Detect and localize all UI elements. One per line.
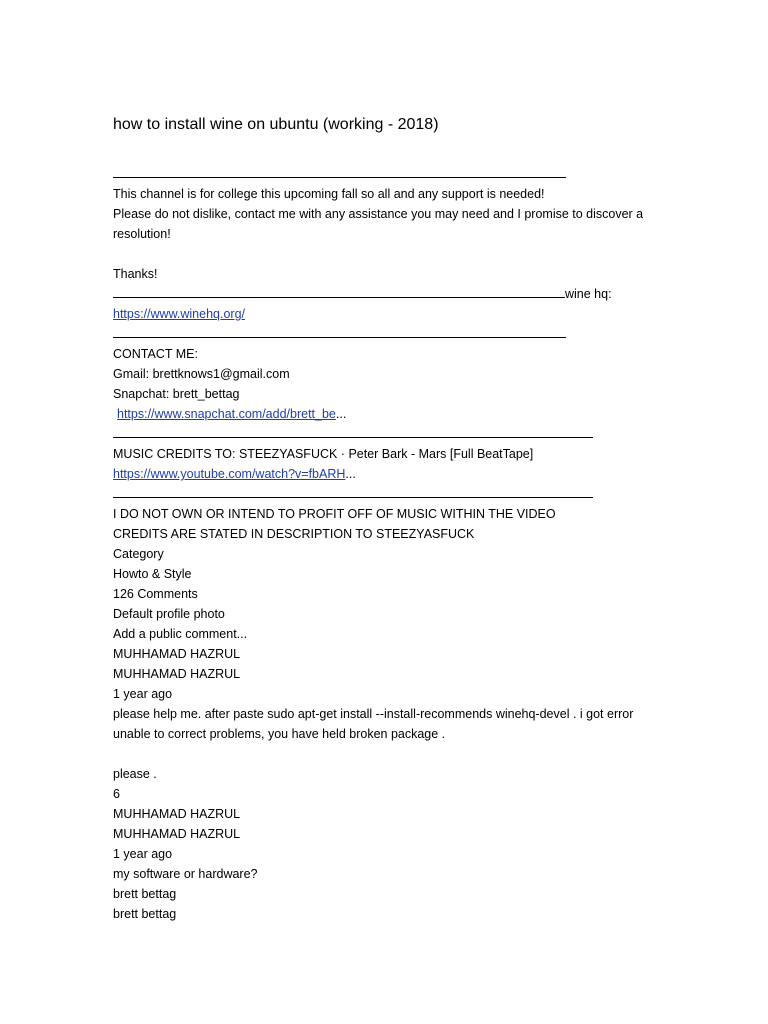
document-title: how to install wine on ubuntu (working - 2018): [113, 116, 439, 133]
contact-snapchat: Snapchat: brett_bettag: [113, 387, 240, 401]
comment-text: my software or hardware?: [113, 867, 258, 881]
blank-line: [113, 744, 653, 764]
winehq-label: wine hq:: [565, 287, 612, 301]
snapchat-link-line: [113, 404, 653, 424]
winehq-link-line: [113, 304, 653, 324]
comment-text: please .: [113, 767, 157, 781]
separator-line: [113, 164, 653, 184]
intro-line-2: Please do not dislike, contact me with any assistance you may need and I promise to discover a resolution!: [113, 207, 644, 241]
disclaimer-line-2: CREDITS ARE STATED IN DESCRIPTION TO STEEZYASFUCK: [113, 527, 475, 541]
snapchat-link[interactable]: https://www.snapchat.com/add/brett_be: [117, 407, 336, 421]
thanks-line: Thanks!: [113, 267, 158, 281]
disclaimer-line-1: I DO NOT OWN OR INTEND TO PROFIT OFF OF MUSIC WITHIN THE VIDEO: [113, 507, 556, 521]
comment-author: MUHHAMAD HAZRUL: [113, 647, 241, 661]
comment-author: MUHHAMAD HAZRUL: [113, 827, 241, 841]
comment-time: 1 year ago: [113, 847, 173, 861]
document-page: [113, 114, 653, 924]
blank-line: [113, 244, 653, 264]
music-credits: MUSIC CREDITS TO: STEEZYASFUCK · Peter Bark - Mars [Full BeatTape]: [113, 447, 534, 461]
default-profile-photo: Default profile photo: [113, 607, 225, 621]
reply-author: brett bettag: [113, 907, 177, 921]
comment-text: please help me. after paste sudo apt-get install --install-recommends winehq-devel . i got error unable to correct problems, you have held broken package .: [113, 707, 634, 741]
winehq-label-line: [113, 284, 653, 304]
winehq-link[interactable]: https://www.winehq.org/: [113, 307, 246, 321]
ellipsis: ...: [345, 467, 356, 481]
add-comment-prompt[interactable]: Add a public comment...: [113, 627, 248, 641]
category-value: Howto & Style: [113, 567, 192, 581]
intro-line-1: This channel is for college this upcoming fall so all and any support is needed!: [113, 187, 545, 201]
contact-gmail: Gmail: brettknows1@gmail.com: [113, 367, 290, 381]
separator-line: [113, 424, 653, 444]
comment-author: MUHHAMAD HAZRUL: [113, 807, 241, 821]
comments-count: 126 Comments: [113, 587, 198, 601]
category-label: Category: [113, 547, 164, 561]
comment-likes: 6: [113, 787, 120, 801]
contact-heading: CONTACT ME:: [113, 347, 198, 361]
comment-author: MUHHAMAD HAZRUL: [113, 667, 241, 681]
ellipsis: ...: [335, 407, 347, 421]
reply-author: brett bettag: [113, 887, 177, 901]
separator-line: [113, 484, 653, 504]
comment-time: 1 year ago: [113, 687, 173, 701]
youtube-link-line: [113, 464, 653, 484]
separator-line: [113, 324, 653, 344]
youtube-link[interactable]: https://www.youtube.com/watch?v=fbARH: [113, 467, 346, 481]
